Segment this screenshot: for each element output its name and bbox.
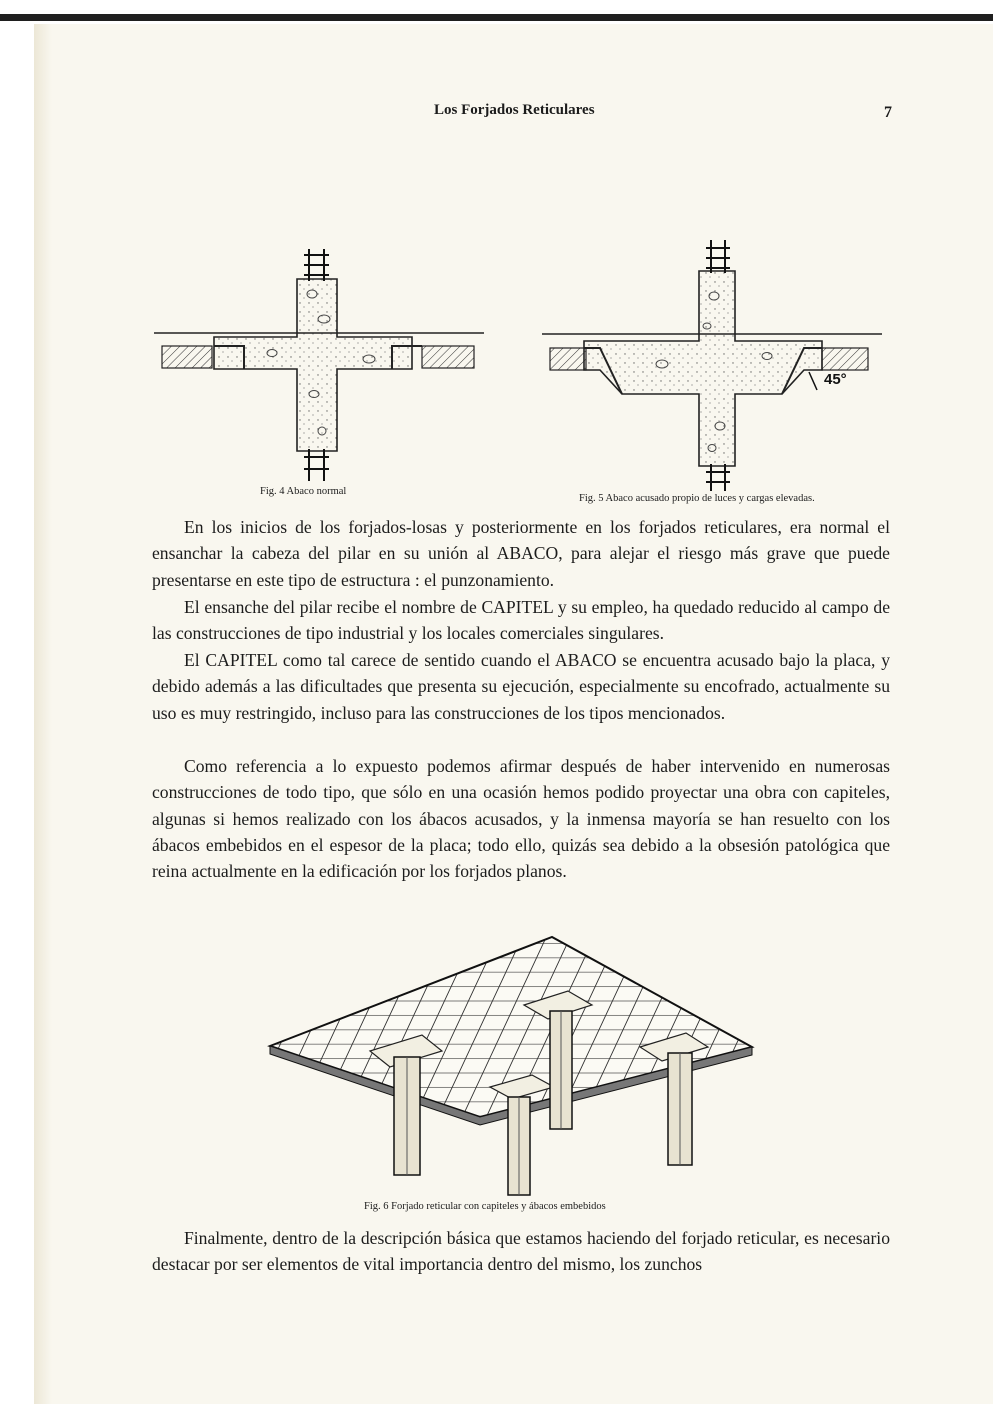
rebar-top — [304, 249, 329, 281]
scan-dark-edge — [0, 14, 993, 21]
book-page — [34, 24, 993, 1404]
slab-left-hatched — [550, 348, 586, 370]
figure-4-caption: Fig. 4 Abaco normal — [260, 486, 347, 497]
rebar-top — [706, 240, 730, 273]
rebar-bottom — [706, 464, 730, 491]
figure-5-caption: Fig. 5 Abaco acusado propio de luces y cargas elevadas. — [579, 493, 815, 504]
column-and-panel-concrete — [584, 271, 822, 466]
paragraph-3: El CAPITEL como tal carece de sentido cuando el ABACO se encuentra acusado bajo la placa, y debido además a las dificultades que presenta su ejecución, especialmente su encofrado, actualmente su uso es muy restringido, incluso para las construcciones de los tipos mencionados. — [152, 650, 890, 723]
slab-left-hatched — [162, 346, 212, 368]
paragraph-4: Como referencia a lo expuesto podemos afirmar después de haber intervenido en numerosas construcciones de todo tipo, que sólo en una ocasión hemos podido proyectar una obra con capiteles, algunas si hemos realizado con los ábacos acusados, y la inmensa mayoría se han resuelto con los ábacos embebidos en el espesor de la placa; todo ello, quizás sea debido a la obsesión patológica que reina actualmente en la edificación por los forjados planos. — [152, 756, 890, 882]
page-gutter-shadow — [34, 24, 52, 1404]
scan-top-border — [0, 0, 993, 24]
slab-right-hatched — [822, 348, 868, 370]
svg-text:45°: 45° — [824, 371, 847, 388]
page-number: 7 — [884, 104, 892, 121]
running-header: Los Forjados Reticulares — [434, 102, 595, 118]
figure-6-waffle-slab-perspective — [262, 929, 762, 1204]
column-front — [508, 1097, 530, 1195]
angle-dimension — [809, 371, 847, 390]
figure-4-normal-drop-panel — [154, 219, 484, 494]
figure-6-caption: Fig. 6 Forjado reticular con capiteles y ábacos embebidos — [364, 1201, 606, 1212]
slab-right-hatched — [422, 346, 474, 368]
paragraph-5: Finalmente, dentro de la descripción básica que estamos haciendo del forjado reticular, es necesario destacar por ser elementos de vital importancia dentro del mismo, los zunchos — [152, 1228, 890, 1275]
column-left — [394, 1057, 420, 1175]
paragraph-2: El ensanche del pilar recibe el nombre de CAPITEL y su empleo, ha quedado reducido al campo de las construcciones de tipo industrial y los locales comerciales singulares. — [152, 597, 890, 644]
figure-5-deep-drop-panel — [542, 216, 882, 496]
column-center — [550, 1011, 572, 1129]
rebar-bottom — [304, 449, 329, 481]
column-right — [668, 1053, 692, 1165]
paragraph-1: En los inicios de los forjados-losas y posteriormente en los forjados reticulares, era normal el ensanchar la cabeza del pilar en su unión al ABACO, para alejar el riesgo más grave que puede presentarse en este tipo de estructura : el punzonamiento. — [152, 517, 890, 590]
